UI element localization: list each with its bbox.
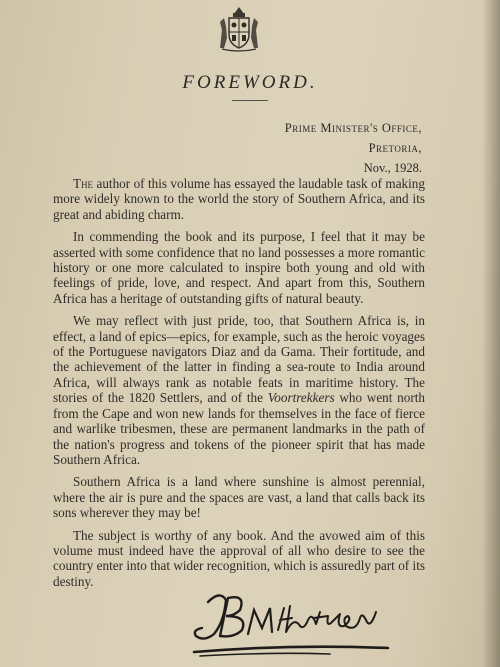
sender-office: Prime Minister's Office, <box>284 121 422 135</box>
paragraph-3-text-b: who went north from the Cape and won new lands for themselves in the face of fierce and warlike tribesmen, these are permanent landmarks in the path of the nation's progress and tokens of the pioneer spirit that has made Southern Africa. <box>53 390 425 467</box>
coat-of-arms-emblem <box>214 4 264 52</box>
title-underline <box>232 100 268 101</box>
page-title: FOREWORD. <box>182 72 318 93</box>
paragraph-5: The subject is worthy of any book. And the avowed aim of this volume must indeed have the approval of all who desire to see the country enter into that wider recognition, which is assuredly part of its destiny. <box>53 527 425 589</box>
foreword-body <box>53 176 425 596</box>
sender-city: Pretoria, <box>368 141 422 155</box>
handwritten-signature <box>180 582 410 662</box>
sender-block <box>162 118 422 178</box>
paragraph-3-italic: Voortrekkers <box>267 390 335 406</box>
paragraph-3-text-a: We may reflect with just pride, too, that Southern Africa is, in effect, a land of epics—epics, for example, such as the heroic voyages of the Portuguese navigators Diaz and da Gama. Their fortitude, and the achievement of the latter in finding a sea-route to India around Africa, will always rank as notable feats in maritime history. The stories of the 1820 Settlers, and of the <box>53 313 425 406</box>
page-shadow <box>482 0 500 667</box>
paragraph-2: In commending the book and its purpose, I feel that it may be asserted with some confidence that no land possesses a more romantic history or one more calculated to inspire both young and old with feelings of pride, love, and respect. And apart from this, Southern Africa has a heritage of outstanding gifts of natural beauty. <box>53 229 425 306</box>
paragraph-1 <box>53 176 425 222</box>
paragraph-1-lead: The <box>73 176 94 191</box>
paragraph-4: Southern Africa is a land where sunshine is almost perennial, where the air is pure and the spaces are vast, a land that calls back its sons wherever they may be! <box>53 474 425 521</box>
paragraph-1-text: author of this volume has essayed the laudable task of making more widely known to the world the story of Southern Africa, and its great and abiding charm. <box>53 176 425 222</box>
paragraph-3 <box>53 313 425 467</box>
sender-date: Nov., 1928. <box>363 161 422 175</box>
